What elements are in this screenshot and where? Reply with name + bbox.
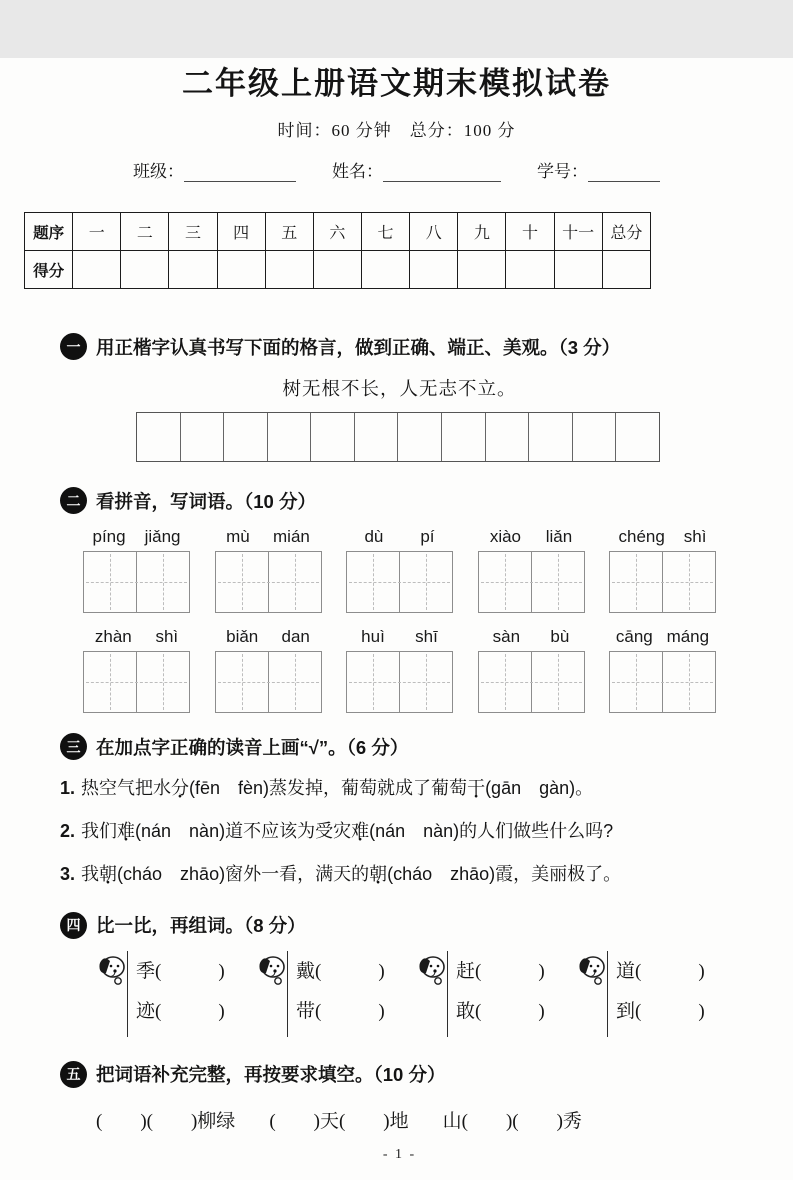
phrase-blank[interactable]: ( )天( )地 — [269, 1110, 409, 1132]
section-5-heading — [60, 1061, 739, 1088]
handwriting-cell[interactable] — [486, 413, 530, 461]
score-cell[interactable] — [554, 251, 602, 289]
handwriting-cell[interactable] — [616, 413, 659, 461]
pinyin-label: sàn bù — [492, 627, 570, 646]
writing-box[interactable] — [215, 651, 322, 713]
score-cell[interactable] — [121, 251, 169, 289]
handwriting-cell[interactable] — [311, 413, 355, 461]
dotted-character: 分 ● — [171, 778, 189, 798]
score-col: 六 — [313, 213, 361, 251]
pinyin-label: zhàn shì — [94, 627, 179, 646]
compare-group-1 — [88, 953, 248, 1035]
pinyin-row-1 — [83, 522, 716, 613]
handwriting-cell[interactable] — [355, 413, 399, 461]
score-cell[interactable] — [458, 251, 506, 289]
section-1-badge: 一 — [60, 333, 87, 360]
pinyin-label: mù mián — [226, 527, 310, 546]
score-col: 七 — [361, 213, 409, 251]
score-cell[interactable] — [313, 251, 361, 289]
score-col: 十 — [506, 213, 554, 251]
student-id-blank[interactable] — [588, 162, 660, 182]
handwriting-cell[interactable] — [137, 413, 181, 461]
answer-blank[interactable]: ( ) — [635, 960, 705, 982]
page-number: - 1 - — [382, 1146, 417, 1162]
score-cell[interactable] — [361, 251, 409, 289]
copy-motto-text: 树无根不长，人无志不立。 — [282, 380, 517, 400]
class-blank[interactable] — [184, 162, 296, 182]
score-col: 总分 — [602, 213, 650, 251]
score-col: 三 — [169, 213, 217, 251]
score-header-row — [25, 213, 651, 251]
divider-line — [127, 951, 128, 1037]
section-2-badge: 二 — [60, 487, 87, 514]
pinyin-label: cāng máng — [615, 627, 710, 646]
pronunciation-item-2: 2. 我们难 ●(nán nàn)道不应该为受灾难 ●(nán nàn)的人们做些什么吗? — [60, 818, 739, 846]
score-cell[interactable] — [506, 251, 554, 289]
score-col: 五 — [265, 213, 313, 251]
compare-char-top: 季 — [136, 960, 156, 982]
compare-char-top: 赶 — [456, 960, 476, 982]
answer-blank[interactable]: ( ) — [155, 960, 225, 982]
writing-box[interactable] — [478, 651, 585, 713]
pinyin-unit — [215, 622, 322, 713]
pinyin-unit — [609, 622, 716, 713]
compare-group-4 — [568, 953, 728, 1035]
section-2-heading — [60, 487, 739, 514]
writing-box[interactable] — [609, 551, 716, 613]
pinyin-label: chéng shì — [618, 527, 707, 546]
fill-in-phrases — [96, 1106, 739, 1133]
answer-blank[interactable]: ( ) — [475, 960, 545, 982]
name-blank[interactable] — [383, 162, 501, 182]
exam-meta: 时间：60 分钟 总分：100 分 — [277, 121, 516, 140]
page-title: 二年级上册语文期末模拟试卷 — [182, 66, 611, 101]
pinyin-label: píng jiǎng — [92, 527, 181, 546]
handwriting-grid[interactable] — [136, 412, 660, 462]
dog-icon — [417, 955, 447, 989]
section-5-badge: 五 — [60, 1061, 87, 1088]
dotted-character: 干 ● — [467, 778, 485, 798]
name-label: 姓名： — [332, 162, 383, 181]
answer-blank[interactable]: ( ) — [315, 960, 385, 982]
section-5 — [60, 1061, 739, 1133]
writing-box[interactable] — [215, 551, 322, 613]
score-cell[interactable] — [217, 251, 265, 289]
class-field — [133, 157, 296, 182]
score-table — [24, 212, 651, 289]
compare-group-2 — [248, 953, 408, 1035]
pinyin-unit — [478, 622, 585, 713]
pinyin-unit — [83, 522, 190, 613]
score-row-label: 得分 — [25, 251, 73, 289]
compare-char-bottom: 迹 — [136, 1000, 156, 1022]
score-col: 十一 — [554, 213, 602, 251]
answer-blank[interactable]: ( ) — [155, 1000, 225, 1022]
answer-blank[interactable]: ( ) — [635, 1000, 705, 1022]
dog-icon — [257, 955, 287, 989]
student-id-label: 学号： — [537, 162, 588, 181]
pinyin-unit — [83, 622, 190, 713]
pinyin-unit — [609, 522, 716, 613]
pinyin-label: huì shī — [361, 627, 438, 646]
divider-line — [607, 951, 608, 1037]
score-cell[interactable] — [410, 251, 458, 289]
compare-group-3 — [408, 953, 568, 1035]
score-cell[interactable] — [73, 251, 121, 289]
student-id-field — [537, 157, 660, 182]
pronunciation-item-1: 1. 热空气把水分 ●(fēn fèn)蒸发掉，葡萄就成了葡萄干 ●(gān gàn)。 — [60, 775, 739, 803]
class-label: 班级： — [133, 162, 184, 181]
pinyin-label: xiào liǎn — [489, 527, 573, 546]
phrase-blank[interactable]: 山( )( )秀 — [442, 1110, 582, 1132]
writing-box[interactable] — [478, 551, 585, 613]
compare-char-bottom: 带 — [296, 1000, 316, 1022]
section-4-badge: 四 — [60, 912, 87, 939]
section-3-badge: 三 — [60, 733, 87, 760]
student-info-line — [0, 157, 793, 182]
dotted-character: 难 ● — [117, 821, 135, 841]
section-5-title: 把词语补充完整，再按要求填空。（10 分） — [96, 1064, 446, 1086]
compare-char-bottom: 到 — [616, 1000, 636, 1022]
pinyin-label: dù pí — [364, 527, 435, 546]
handwriting-cell[interactable] — [268, 413, 312, 461]
pinyin-row-2 — [83, 622, 716, 713]
exam-sheet — [0, 58, 793, 1180]
pinyin-unit — [346, 622, 453, 713]
handwriting-cell[interactable] — [529, 413, 573, 461]
section-4-heading — [60, 912, 739, 939]
score-col: 九 — [458, 213, 506, 251]
compare-char-top: 戴 — [296, 960, 316, 982]
compare-char-bottom: 敢 — [456, 1000, 476, 1022]
dog-icon — [577, 955, 607, 989]
name-field — [332, 157, 501, 182]
answer-blank[interactable]: ( ) — [475, 1000, 545, 1022]
writing-box[interactable] — [83, 551, 190, 613]
pinyin-label: biǎn dan — [226, 627, 310, 646]
section-2-title: 看拼音，写词语。（10 分） — [96, 490, 316, 512]
section-1-title: 用正楷字认真书写下面的格言，做到正确、端正、美观。（3 分） — [96, 336, 621, 358]
writing-box[interactable] — [609, 651, 716, 713]
answer-blank[interactable]: ( ) — [315, 1000, 385, 1022]
section-1-heading — [60, 333, 739, 360]
pinyin-unit — [478, 522, 585, 613]
score-col-label: 题序 — [25, 213, 73, 251]
score-col: 四 — [217, 213, 265, 251]
section-4-title: 比一比，再组词。（8 分） — [96, 915, 306, 937]
section-3-heading — [60, 733, 739, 760]
section-3 — [60, 733, 739, 889]
pinyin-unit — [346, 522, 453, 613]
dotted-character: 朝 ● — [369, 864, 387, 884]
handwriting-cell[interactable] — [442, 413, 486, 461]
score-cell[interactable] — [265, 251, 313, 289]
handwriting-cell[interactable] — [224, 413, 268, 461]
section-2 — [60, 487, 739, 713]
phrase-blank[interactable]: ( )( )柳绿 — [96, 1110, 236, 1132]
section-1 — [60, 333, 739, 462]
score-col: 一 — [73, 213, 121, 251]
score-col: 二 — [121, 213, 169, 251]
writing-box[interactable] — [346, 551, 453, 613]
dog-icon — [97, 955, 127, 989]
handwriting-cell[interactable] — [573, 413, 617, 461]
score-cell[interactable] — [169, 251, 217, 289]
section-4 — [60, 912, 739, 1035]
dotted-character: 朝 ● — [99, 864, 117, 884]
pinyin-unit — [215, 522, 322, 613]
compare-words-row — [88, 953, 739, 1035]
score-value-row — [25, 251, 651, 289]
handwriting-cell[interactable] — [398, 413, 442, 461]
section-3-title: 在加点字正确的读音上画“√”。（6 分） — [96, 736, 409, 758]
compare-char-top: 道 — [616, 960, 636, 982]
divider-line — [447, 951, 448, 1037]
writing-box[interactable] — [346, 651, 453, 713]
dotted-character: 难 ● — [351, 821, 369, 841]
score-cell[interactable] — [602, 251, 650, 289]
score-col: 八 — [410, 213, 458, 251]
writing-box[interactable] — [83, 651, 190, 713]
handwriting-cell[interactable] — [181, 413, 225, 461]
divider-line — [287, 951, 288, 1037]
pronunciation-item-3: 3. 我朝 ●(cháo zhāo)窗外一看，满天的朝 ●(cháo zhāo)霞，美丽极了。 — [60, 861, 739, 889]
